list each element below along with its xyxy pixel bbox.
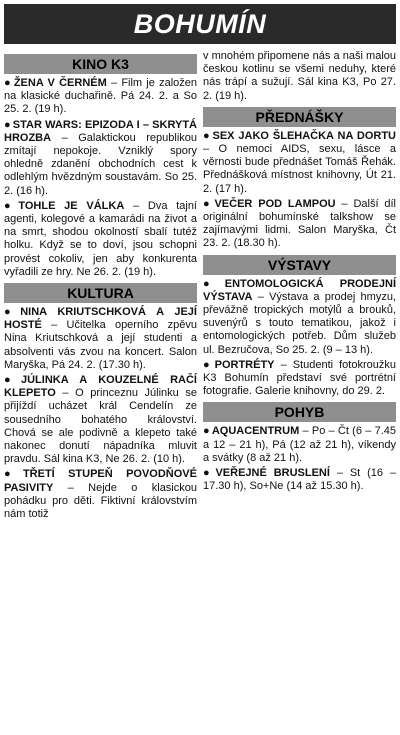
listing-item: [4, 468, 197, 521]
item-title: VEČER POD LAMPOU: [214, 197, 336, 210]
item-title: NINA KRIUTSCHKOVÁ A JEJÍ HOSTÉ: [4, 306, 197, 332]
item-title: SEX JAKO ŠLEHAČKA NA DORTU: [212, 129, 396, 142]
bullet-icon: ●: [203, 358, 213, 371]
listing-item: [4, 200, 197, 279]
listing-item: [203, 467, 396, 493]
item-title: JÚLINKA A KOUZELNÉ RAČÍ KLEPETO: [4, 374, 197, 400]
listing-item: [203, 359, 396, 399]
bullet-icon: ●: [203, 129, 211, 142]
bullet-icon: ●: [4, 468, 21, 481]
bullet-icon: ●: [203, 197, 213, 210]
item-title: TŘETÍ STUPEŇ POVODŇOVÉ PASIVITY: [4, 468, 197, 494]
item-text: – Nejde o klasickou pohádku pro děti. Fiktivní královstvím nám totiž: [4, 481, 197, 521]
listing-item: [203, 130, 396, 196]
item-text: – Učitelka operního zpěvu Nina Kriutschková a její studenti a absolventi vás zvou na koncert. Salon Maryška, Pá 24. 2. (17.30 h).: [4, 319, 197, 371]
listing-item: [4, 306, 197, 372]
item-title: ENTOMOLOGICKÁ PRODEJNÍ VÝSTAVA: [203, 277, 396, 303]
bullet-icon: ●: [203, 425, 210, 438]
section-header-pohyb: POHYB: [203, 402, 396, 422]
item-title: VEŘEJNÉ BRUSLENÍ: [215, 467, 330, 480]
item-text: – Film je založen na klasické duchařině. Pá 24. 2. a So 25. 2. (19 h).: [4, 77, 197, 116]
item-text: – St (16 – 17.30 h), So+Ne (14 až 15.30 h).: [203, 467, 396, 493]
listing-columns: [4, 50, 396, 523]
listing-item: [203, 425, 396, 465]
listing-item: [4, 77, 197, 117]
section-header-prednasky: PŘEDNÁŠKY: [203, 107, 396, 127]
bullet-icon: ●: [4, 118, 11, 131]
town-title: BOHUMÍN: [133, 8, 267, 39]
item-text: – Další díl originální bohumínské talkshow se zajímavými lidmi. Salon Maryška, Čt 23. 2. (18.30 h).: [203, 197, 397, 250]
bullet-icon: ●: [4, 306, 19, 319]
listing-item: [4, 374, 197, 466]
item-title: PORTRÉTY: [214, 358, 275, 371]
item-title: TOHLE JE VÁLKA: [18, 199, 125, 212]
listing-item: [203, 278, 396, 357]
listing-item: [203, 198, 396, 251]
item-title: STAR WARS: EPIZODA I – SKRYTÁ HROZBA: [4, 118, 197, 144]
continued-text: v mnohém připomene nás a naši malou českou kotlinu se všemi neduhy, které nás trápí a sužují. Sál kina K3, Po 27. 2. (19 h).: [203, 50, 396, 102]
section-header-kultura: KULTURA: [4, 283, 197, 303]
item-text: – Po – Čt (6 – 7.45 a 12 – 21 h), Pá (12 až 21 h), víkendy a svátky (8 až 21 h).: [203, 425, 396, 464]
right-column: [203, 50, 396, 523]
item-text: – Studenti fotokroužku K3 Bohumín představí své portrétní fotografie. Galerie knihovny, do 29. 2.: [203, 358, 396, 398]
listing-item: [4, 119, 197, 198]
item-text: – Výstava a prodej hmyzu, převážně tropických motýlů a brouků, suvenýrů s touto tematikou, jakož i entomologických potřeb. Dům služeb ul. Bezručova, So 25. 2. (9 – 13 h).: [203, 290, 396, 356]
bullet-icon: ●: [203, 467, 214, 480]
item-text: – Dva tajní agenti, kolegové a kamarádi na život a na smrt, shodou okolností sbalí tutéž holku. Když se to doví, jsou schopni provést cokoliv, jen aby konkurenta vyřadili ze hry. Ne 26. 2. (19 h).: [4, 199, 197, 278]
section-header-vystavy: VÝSTAVY: [203, 255, 396, 275]
bullet-icon: ●: [203, 277, 223, 290]
left-column: [4, 50, 197, 523]
town-banner: [4, 4, 396, 44]
item-title: ŽENA V ČERNÉM: [13, 77, 107, 89]
section-header-kino: KINO K3: [4, 54, 197, 74]
item-title: AQUACENTRUM: [211, 425, 300, 438]
item-text: – O nemoci AIDS, sexu, lásce a věrnosti bude přednášet Tomáš Řehák. Přednášková místnost knihovny, Út 21. 2. (17 h).: [203, 143, 396, 195]
bullet-icon: ●: [4, 374, 19, 387]
bullet-icon: ●: [4, 199, 17, 212]
item-text: – Galaktickou republikou zmítají nepokoje. Vzniklý spory ohledně zdanění obchodních cest k odlehlým hvězdným soustavám. So 25. 2. (16 h).: [4, 131, 197, 197]
bullet-icon: ●: [4, 77, 12, 89]
item-text: – O princeznu Júlinku se přijíždí ucházet král Cendelín ze sousedního bohatého království. Chová se ale podivně a klepeto také nakonec donutí nápadníka mluvit pravdu. Sál kina K3, Ne 26. 2. (10 h).: [4, 387, 197, 466]
